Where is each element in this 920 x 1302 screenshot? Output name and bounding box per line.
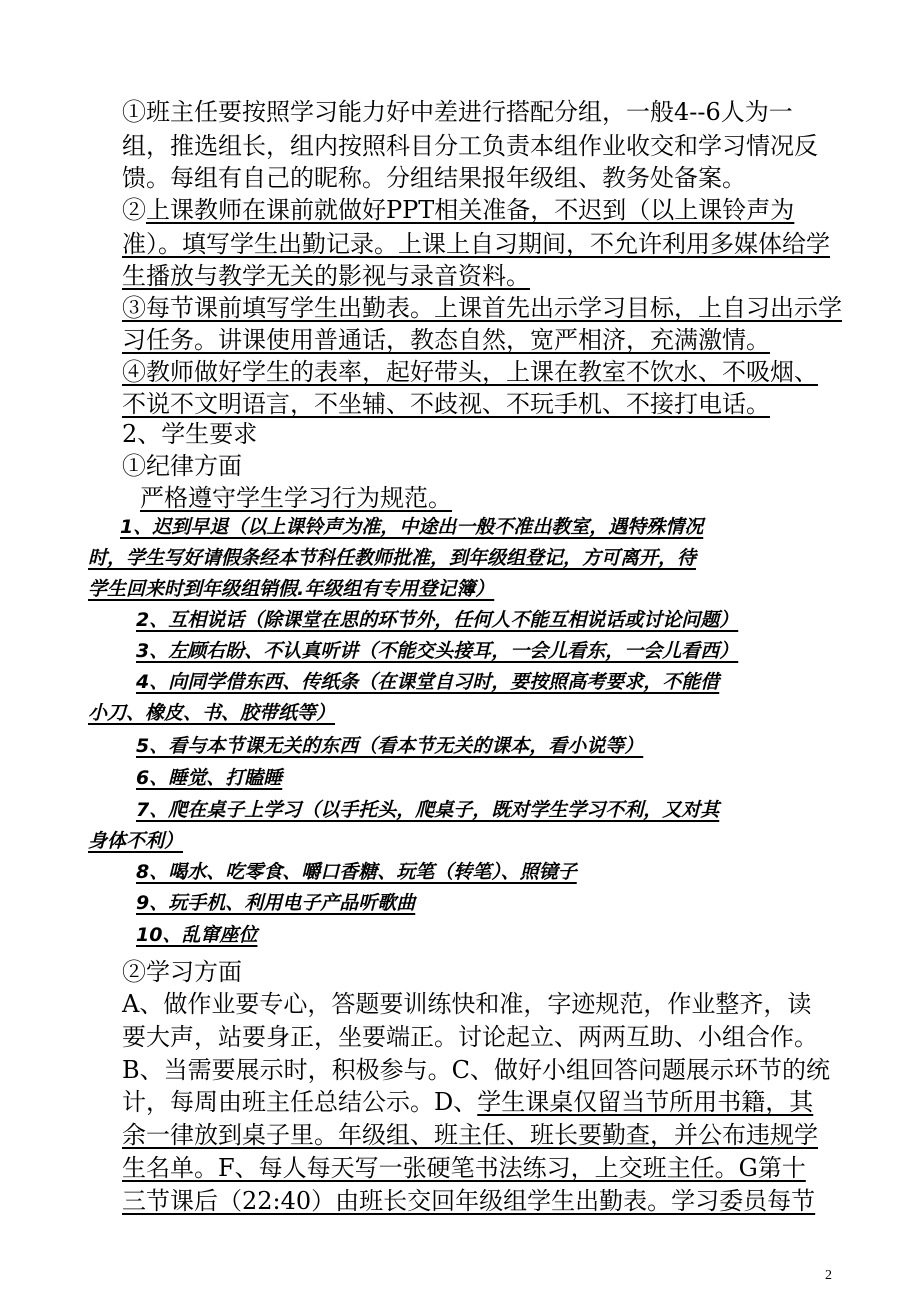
rule-10: 10、乱窜座位 — [136, 924, 258, 946]
page-number: 2 — [825, 1268, 832, 1283]
text-line-35: 三节课后（22:40）由班长交回年级组学生出勤表。学习委员每节 — [122, 1187, 816, 1215]
text-line-5: 准）。填写学生出勤记录。上课上自习期间，不允许利用多媒体给学 — [122, 230, 830, 258]
text-line-13: 严格遵守学生学习行为规范。 — [140, 484, 452, 512]
text-line-34: 生名单。F、每人每天写一张硬笔书法练习，上交班主任。G第十 — [122, 1154, 806, 1182]
text-line-9: ④教师做好学生的表率，起好带头，上课在教室不饮水、不吸烟、 — [122, 358, 818, 386]
rule-9: 9、玩手机、利用电子产品听歌曲 — [136, 892, 416, 914]
text-line-4 — [122, 190, 794, 225]
rule-3: 3、左顾右盼、不认真听讲（不能交头接耳，一会儿看东，一会儿看西） — [136, 640, 739, 662]
text-line-10: 不说不文明语言，不坐辅、不歧视、不玩手机、不接打电话。 — [122, 390, 770, 418]
rule-6: 6、睡觉、打瞌睡 — [136, 767, 283, 789]
plain-text: 计，每周由班主任总结公示。D、 — [122, 1088, 478, 1116]
rule-7-line-1: 7、爬在桌子上学习（以手托头，爬桌子，既对学生学习不利，又对其 — [136, 799, 720, 821]
text-line-7: ③每节课前填写学生出勤表。上课首先出示学习目标，上自习出示学 — [122, 294, 842, 322]
text-line-6: 生播放与教学无关的影视与录音资料。 — [122, 262, 530, 290]
rule-1-line-3: 学生回来时到年级组销假.年级组有专用登记簿） — [88, 578, 495, 600]
text-line-30: 要大声，站要身正，坐要端正。讨论起立、两两互助、小组合作。 — [122, 1023, 818, 1051]
text-line-33: 余一律放到桌子里。年级组、班主任、班长要勤查，并公布违规学 — [122, 1121, 818, 1149]
text-line-2: 组，推选组长，组内按照科目分工负责本组作业收交和学习情况反 — [122, 132, 818, 160]
subheading-discipline: ①纪律方面 — [122, 452, 242, 480]
rule-2: 2、互相说话（除课堂在思的环节外，任何人不能互相说话或讨论问题） — [136, 609, 739, 631]
text-line-3: 馈。每组有自己的昵称。分组结果报年级组、教务处备案。 — [122, 164, 746, 192]
underlined-text: 学生课桌仅留当节所用书籍，其 — [477, 1088, 814, 1116]
underlined-text: 上课教师在课前就做好PPT相关准备，不迟到（以上课铃声为 — [146, 196, 795, 224]
text-line-31: B、当需要展示时，积极参与。C、做好小组回答问题展示环节的统 — [122, 1056, 830, 1084]
subheading-study: ②学习方面 — [122, 958, 242, 986]
text-line-29: A、做作业要专心，答题要训练快和准，字迹规范，作业整齐，读 — [122, 990, 812, 1018]
rule-7-line-2: 身体不利） — [88, 830, 184, 852]
circled-number: ② — [122, 196, 146, 224]
text-line-32 — [122, 1082, 813, 1117]
section-heading-student: 2、学生要求 — [122, 420, 258, 448]
text-line-1: ①班主任要按照学习能力好中差进行搭配分组，一般4--6人为一 — [122, 98, 793, 126]
rule-4-line-1: 4、向同学借东西、传纸条（在课堂自习时，要按照高考要求，不能借 — [136, 671, 720, 693]
rule-1-line-2: 时，学生写好请假条经本节科任教师批准，到年级组登记，方可离开，待 — [88, 547, 697, 569]
rule-8: 8、喝水、吃零食、嚼口香糖、玩笔（转笔）、照镜子 — [136, 861, 577, 883]
rule-5: 5、看与本节课无关的东西（看本节无关的课本，看小说等） — [136, 735, 644, 757]
rule-4-line-2: 小刀、橡皮、书、胶带纸等） — [88, 702, 336, 724]
rule-1-line-1: 1、迟到早退（以上课铃声为准，中途出一般不准出教室，遇特殊情况 — [120, 516, 704, 538]
text-line-8: 习任务。讲课使用普通话，教态自然，宽严相济，充满激情。 — [122, 326, 770, 354]
